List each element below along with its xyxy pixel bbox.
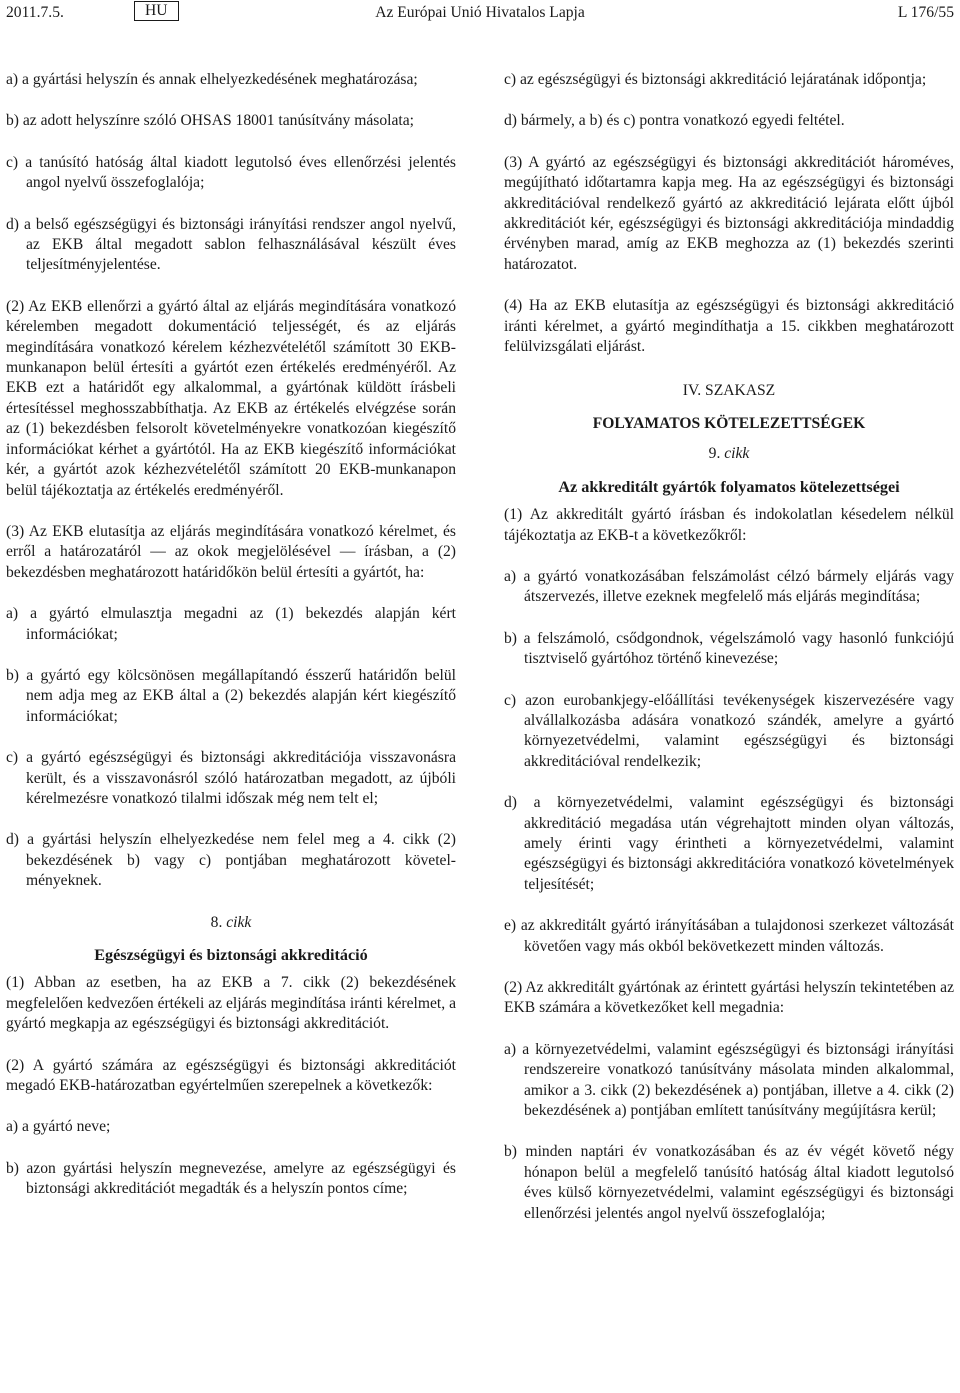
art9-p2-point-a: a) a környezetvédelmi, valamint egészségügyi és biztonsági irányítási rendszereire vonatkozó tanúsítvány másolata minden alkalommal, amikor a 3. cikk (2) bekezdésének a) pontjában, illetve a 4. cikk (2) bekezdésének a) pontjában említett tanúsítvány megújításra kerül; bbox=[504, 1040, 954, 1120]
point-d-performance-report: d) a belső egészségügyi és biztonsági irányítási rendszer angol nyelvű, az EKB által megadott sablon felhasználásával készült éves teljesítményjelentése. bbox=[6, 215, 456, 274]
art8-paragraph-1: (1) Abban az esetben, ha az EKB a 7. cikk (2) bekezdésének megfelelően kedvezően értékeli az eljárás megindítása iránti kérelmet, a gyártó megkapja az egészségügyi és biztonsági akkreditációt. bbox=[6, 974, 456, 1033]
art8-point-d: d) bármely, a b) és c) pontra vonatkozó egyedi feltétel. bbox=[504, 112, 845, 130]
art9-point-c: c) azon eurobankjegy-előállítási tevékenységek kiszervezésére vagy alvállalkozásba adására vonatkozó szándék, amelyre a gyártó környezetvédelmi, valamint egészségügyi és biztonsági akkreditációval rendelkezik; bbox=[504, 691, 954, 770]
rejection-point-c: c) a gyártó egészségügyi és biztonsági akkreditációja visszavonásra került, és a visszavonásról szóló határozatban megadott, az újbóli kérelmezésre vonatkozó tilalmi időszak még nem telt el; bbox=[6, 749, 456, 807]
right-column bbox=[504, 70, 954, 1224]
rejection-point-b: b) a gyártó egy kölcsönösen megállapítandó ésszerű határidőn belül nem adja meg az EKB által a (2) bekezdés alapján kért kiegészítő információkat; bbox=[6, 666, 456, 725]
art8-point-b: b) azon gyártási helyszín megnevezése, amelyre az egészségügyi és biztonsági akkreditációt megadták és a helyszín pontos címe; bbox=[6, 1159, 456, 1198]
language-badge: HU bbox=[134, 1, 179, 21]
section-heading: IV. SZAKASZ bbox=[682, 382, 776, 400]
art8-paragraph-2: (2) A gyártó számára az egészségügyi és biztonsági akkreditációt megadó EKB-határozatban egyértelműen szerepelnek a következők: bbox=[6, 1056, 456, 1095]
rejection-point-d: d) a gyártási helyszín elhelyezkedése nem felel meg a 4. cikk (2) bekezdésének b) vagy c) pontjában meghatározott követelményeknek. bbox=[6, 831, 456, 890]
art9-paragraph-2: (2) Az akkreditált gyártónak az érintett gyártási helyszín tekintetében az EKB számára a következőket kell megadnia: bbox=[504, 979, 954, 1017]
art9-point-e: e) az akkreditált gyártó irányításában a tulajdonosi szerkezet változását követően vagy más okból bekövetkezett minden változás. bbox=[504, 917, 954, 955]
art8-point-c: c) az egészségügyi és biztonsági akkreditáció lejáratának időpontja; bbox=[504, 71, 927, 88]
section-title: FOLYAMATOS KÖTELEZETTSÉGEK bbox=[592, 414, 866, 432]
journal-title: Az Európai Unió Hivatalos Lapja bbox=[375, 4, 585, 21]
point-c-annual-report: c) a tanúsító hatóság által kiadott legutolsó éves ellenőrzési jelentés angol nyelvű összefoglalója; bbox=[6, 153, 456, 192]
article-8-title: Egészségügyi és biztonsági akkreditáció bbox=[94, 946, 368, 964]
paragraph-2-completeness: (2) Az EKB ellenőrzi a gyártó által az eljárás megindítására vonatkozó kérelemben megadott dokumentáció teljességét, és az eljárás megindítására vonatkozó kérelem kézhezvételétől számított 30 EKB-munkanapon belül értesíti a gyártót ezen értékelés eredményéről. Az EKB ezt a határidőt egy alkalommal, a gyártónak küldött írásbeli értesítéssel meghosszabbíthatja. Az EKB az értékelés elvégzése során az (1) bekezdésben felsorolt követelményekre vonatkozóan kiegészítő információkat kérhet a gyártótól. Ha az EKB kiegészítő információkat kér, a gyártót azok kézhezvételétől számított 20 EKB-munkanapon belül tájékoztatja az értékelés eredményéről. bbox=[6, 297, 456, 499]
art8-paragraph-4: (4) Ha az EKB elutasítja az egészségügyi és biztonsági akkreditáció iránti kérelmet, a gyártó megindíthatja a 15. cikkben meghatározott felülvizsgálati eljárást. bbox=[504, 297, 954, 356]
left-column bbox=[6, 70, 456, 1200]
art8-paragraph-3: (3) A gyártó az egészségügyi és biztonsági akkreditációt hároméves, megújítható időtartamra kapja meg. Ha az egészségügyi és biztonsági akkreditációval rendelkező gyártó az akkreditáció lejárata előtt újból akkreditációt kér, egészségügyi és biztonsági akkreditációja mindaddig érvényben marad, amíg az EKB meghozza az (1) bekezdés szerinti határozatot. bbox=[504, 153, 954, 273]
page-header bbox=[0, 0, 960, 28]
point-b-ohsas-copy: b) az adott helyszínre szóló OHSAS 18001 tanúsítvány másolata; bbox=[6, 112, 414, 130]
art9-point-d: d) a környezetvédelmi, valamint egészségügyi és biztonsági akkreditáció megadása után végrehajtott minden olyan változás, amely érinti vagy érintheti a környezetvédelmi, valamint egészségügyi és biztonsági akkreditációra vonatkozó követelmények teljesítését; bbox=[504, 794, 954, 893]
paragraph-3-rejection: (3) Az EKB elutasítja az eljárás megindítására vonatkozó kérelmet, és erről a határozatáról — az okok megjelölésével — írásban, a (2) bekezdésben meghatározott határidőkön belül értesíti a gyártót, ha: bbox=[6, 522, 456, 581]
article-9-title: Az akkreditált gyártók folyamatos kötelezettségei bbox=[558, 477, 900, 496]
header-date: 2011.7.5. bbox=[6, 4, 64, 21]
art9-point-b: b) a felszámoló, csődgondnok, végelszámoló vagy hasonló funkciójú tisztviselő gyártóhoz történő kinevezése; bbox=[504, 629, 954, 668]
art9-paragraph-1: (1) Az akkreditált gyártó írásban és indokolatlan késedelem nélkül tájékoztatja az EKB-t a következőkről: bbox=[504, 506, 954, 544]
rejection-point-a: a) a gyártó elmulasztja megadni az (1) bekezdés alapján kért információkat; bbox=[6, 605, 456, 643]
point-a-location: a) a gyártási helyszín és annak elhelyezkedésének meghatározása; bbox=[6, 71, 418, 88]
article-8-number: 8. cikk bbox=[210, 913, 252, 931]
article-9-number: 9. cikk bbox=[708, 445, 750, 463]
art9-point-a: a) a gyártó vonatkozásában felszámolást célzó bármely eljárás vagy átszervezés, illetve ezeknek megfelelő más eljárás megindítása; bbox=[504, 567, 954, 606]
page-number: L 176/55 bbox=[897, 4, 954, 21]
art9-p2-point-b: b) minden naptári év vonatkozásában és az év végét követő négy hónapon belül a megfelelő tanúsító hatóság által kiadott legutolsó éves külső környezetvédelmi, valamint egészségügyi és biztonsági ellenőrzési jelentés angol nyelvű összefoglalója; bbox=[504, 1143, 954, 1222]
art8-point-a: a) a gyártó neve; bbox=[6, 1118, 111, 1136]
